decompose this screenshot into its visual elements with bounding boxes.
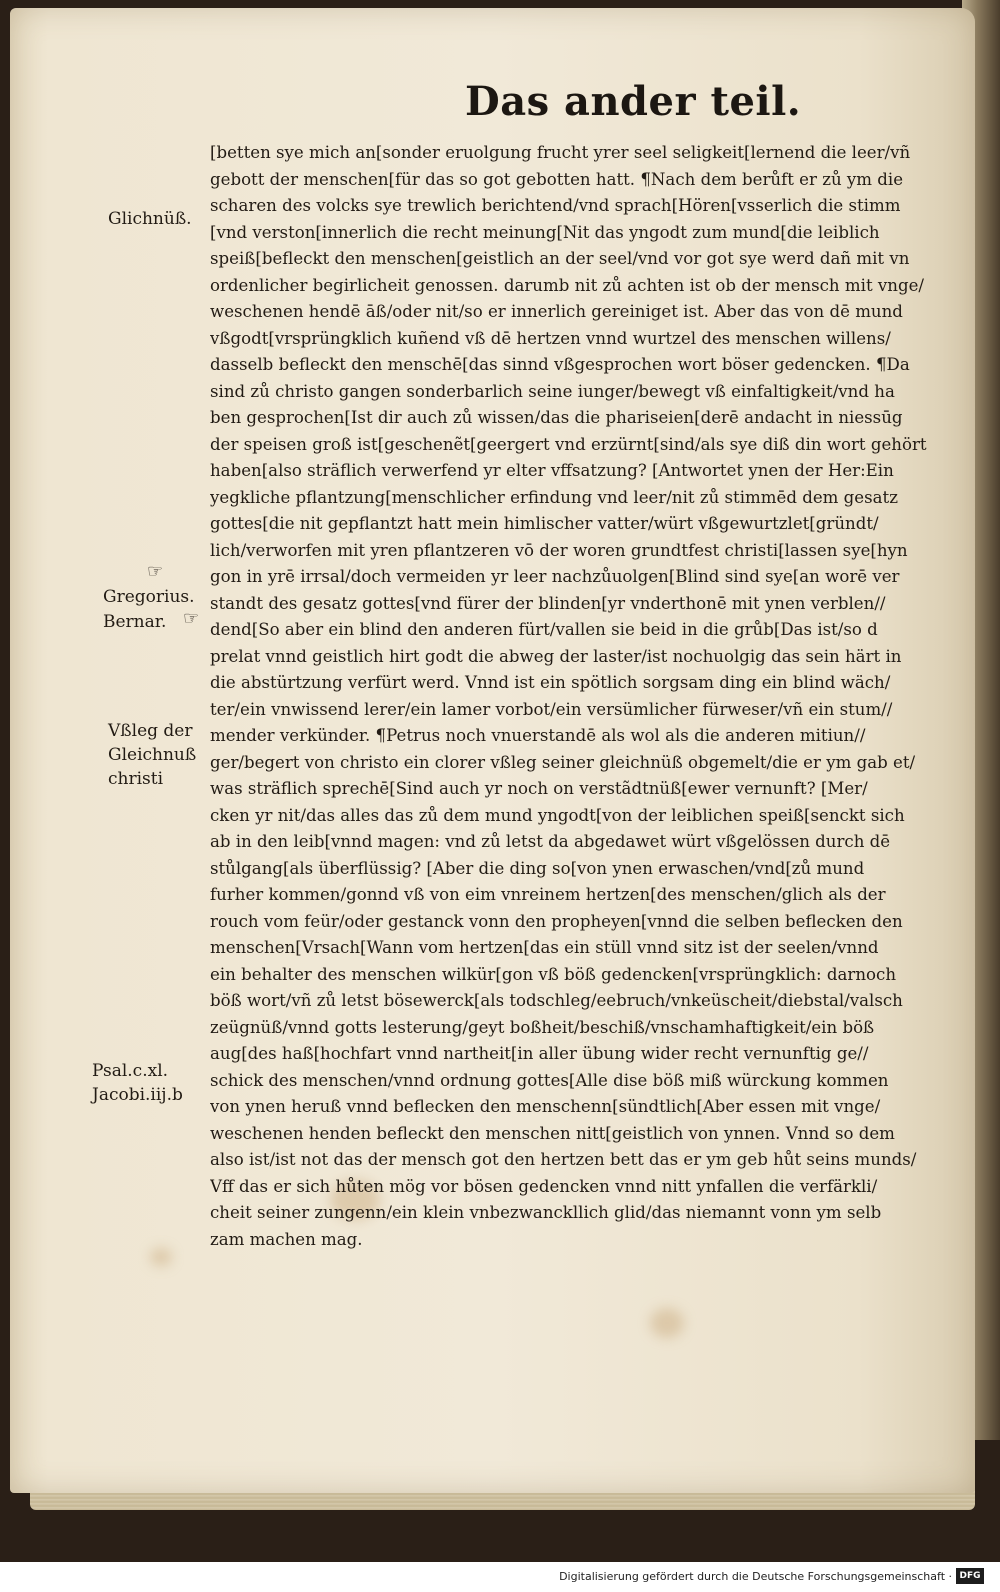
margin-note-jacobi: Jacobi.iij.b [92,1085,183,1105]
text-line: weschenen henden befleckt den menschen nitt[geistlich von ynnen. Vnnd so dem [210,1123,895,1143]
text-line: [betten sye mich an[sonder eruolgung frucht yrer seel seligkeit[lernend die leer/vñ [210,143,911,162]
text-line: mender verkünder. ¶Petrus noch vnuerstandē als wol als die anderen mitiun// [210,726,866,745]
text-line: vßgodt[vrsprüngklich kuñend vß dē hertzen vnnd wurtzel des menschen willens/ [210,328,891,348]
footer-bar [0,1562,1000,1592]
text-line: sind zů christo gangen sonderbarlich seine iunger/bewegt vß einfaltigkeit/vnd ha [210,381,895,401]
text-line: der speisen groß ist[geschenẽt[geergert vnd erzürnt[sind/als sye diß din wort gehört [210,434,927,454]
text-line: ter/ein vnwissend lerer/ein lamer vorbot/ein versümlicher fürweser/vñ ein stum// [210,699,893,719]
body-text [210,140,958,1253]
text-line: ordenlicher begirlicheit genossen. darumb nit zů achten ist ob der mensch mit vnge/ [210,275,924,295]
text-line: also ist/ist not das der mensch got den hertzen bett das er ym geb hůt seins munds/ [210,1150,917,1169]
text-line: weschenen hendē āß/oder nit/so er innerlich gereiniget ist. Aber das von dē mund [210,302,903,321]
text-line: ben gesprochen[Ist dir auch zů wissen/das die phariseien[derē andacht in niessūg [210,408,903,427]
text-line: scharen des volcks sye trewlich berichtend/vnd sprach[Hören[vsserlich die stimm [210,196,901,215]
text-line: ger/begert von christo ein clorer vßleg seiner gleichnüß obgemelt/die er ym gab et/ [210,752,916,772]
dfg-logo: DFG [956,1568,984,1584]
text-line: cheit seiner zungenn/ein klein vnbezwanckllich glid/das niemannt vonn ym selb [210,1203,882,1222]
pointing-hand-icon: ☞ [147,561,164,582]
margin-note-vssleg-1: Vßleg der [108,721,193,741]
text-line: schick des menschen/vnnd ordnung gottes[Alle dise böß miß würckung kommen [210,1070,889,1090]
margin-note-bernar: Bernar. [103,612,167,632]
text-line: ein behalter des menschen wilkür[gon vß böß gedencken[vrsprüngklich: darnoch [210,964,897,984]
text-line: aug[des haß[hochfart vnnd nartheit[in aller übung wider recht vernunftig ge// [210,1044,869,1063]
footer-credit: Digitalisierung gefördert durch die Deutsche Forschungsgemeinschaft · [559,1570,952,1583]
margin-note-glichnuss: Glichnüß. [108,209,192,229]
running-header: Das ander teil. [465,78,802,125]
margin-note-psal: Psal.c.xl. [92,1061,169,1081]
text-line: haben[also sträflich verwerfend yr elter vffsatzung? [Antwortet ynen der Her:Ein [210,461,894,480]
text-line: menschen[Vrsach[Wann vom hertzen[das ein stüll vnnd sitz ist der seelen/vnnd [210,938,879,957]
text-line: prelat vnnd geistlich hirt godt die abweg der laster/ist nochuolgig das sein härt in [210,646,902,666]
text-line: lich/verworfen mit yren pflantzeren vō der woren grundtfest christi[lassen sye[hyn [210,540,908,560]
pointing-hand-icon: ☞ [183,608,200,629]
text-line: böß wort/vñ zů letst bösewerck[als todschleg/eebruch/vnkeüscheit/diebstal/valsch [210,991,903,1010]
text-line: gebott der menschen[für das so got gebotten hatt. ¶Nach dem berůft er zů ym die [210,169,904,189]
text-line: die abstürtzung verfürt werd. Vnnd ist ein spötlich sorgsam ding ein blind wäch/ [210,673,891,692]
margin-note-gregorius: Gregorius. [103,587,195,607]
text-line: von ynen heruß vnnd beflecken den menschenn[sündtlich[Aber essen mit vnge/ [210,1097,881,1116]
text-line: zam machen mag. [210,1229,363,1249]
text-line: dasselb befleckt den menschē[das sinnd vßgesprochen wort böser gedencken. ¶Da [210,355,910,374]
margin-note-vssleg-2: Gleichnuß [108,745,197,765]
text-line: ab in den leib[vnnd magen: vnd zů letst da abgedawet würt vßgelössen durch dē [210,832,891,851]
text-line: was sträflich sprechē[Sind auch yr noch on verstãdtnüß[ewer vernunft? [Mer/ [210,779,868,798]
text-line: gon in yrē irrsal/doch vermeiden yr leer nachzůuolgen[Blind sind sye[an worē ver [210,567,900,586]
margin-note-vssleg-3: christi [108,769,164,789]
text-line: speiß[befleckt den menschen[geistlich an der seel/vnd vor got sye werd dañ mit vn [210,249,910,268]
text-line: zeügnüß/vnnd gotts lesterung/geyt boßheit/beschiß/vnschamhaftigkeit/ein böß [210,1017,875,1037]
text-line: gottes[die nit gepflantzt hatt mein himlischer vatter/würt vßgewurtzlet[gründt/ [210,514,879,533]
text-line: [vnd verston[innerlich die recht meinung[Nit das yngodt zum mund[die leiblich [210,222,880,242]
paper-stain [650,1308,684,1338]
text-line: standt des gesatz gottes[vnd fürer der blinden[yr vnderthonē mit ynen verblen// [210,593,886,613]
text-line: cken yr nit/das alles das zů dem mund yngodt[von der leiblichen speiß[senckt sich [210,805,905,825]
text-line: stůlgang[als überflüssig? [Aber die ding so[von ynen erwaschen/vnd[zů mund [210,858,865,878]
text-line: dend[So aber ein blind den anderen fürt/vallen sie beid in die grůb[Das ist/so d [210,620,878,639]
text-line: rouch vom feür/oder gestanck vonn den propheyen[vnnd die selben beflecken den [210,911,903,931]
text-line: yegkliche pflantzung[menschlicher erfindung vnd leer/nit zů stimmēd dem gesatz [210,487,898,507]
text-line: Vff das er sich hůten mög vor bösen gedencken vnnd nitt ynfallen die verfärkli/ [210,1176,878,1196]
paper-stain [150,1248,172,1266]
text-line: furher kommen/gonnd vß von eim vnreinem hertzen[des menschen/glich als der [210,885,886,904]
